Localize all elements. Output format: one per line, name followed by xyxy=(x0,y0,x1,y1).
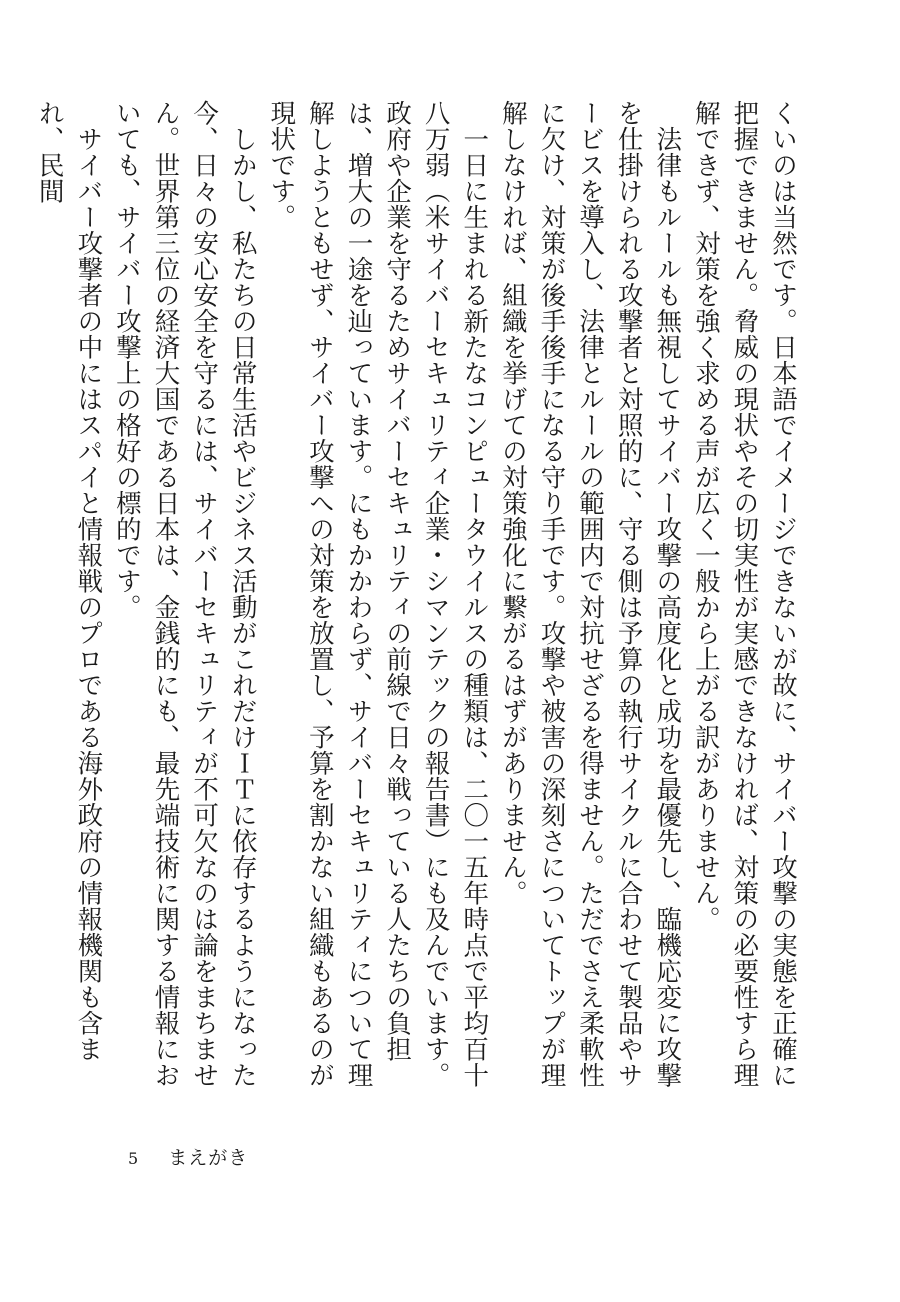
running-title: まえがき xyxy=(168,1147,249,1169)
page-number: 5 xyxy=(128,1149,140,1168)
paragraph-5: サイバー攻撃者の中にはスパイと情報戦のプロである海外政府の情報機関も含まれ、民間 xyxy=(34,100,104,1062)
vertical-text-body xyxy=(34,100,802,1110)
paragraph-4: しかし、私たちの日常生活やビジネス活動がこれだけＩＴに依存するようになった今、日々の安心安全を守るには、サイバーセキュリティが不可欠なのは論をまちません。世界第三位の経済大国である日本は、金銭的にも、最先端技術に関する情報においても、サイバー攻撃上の格好の標的です。 xyxy=(111,100,258,1088)
page-footer xyxy=(128,1143,248,1170)
paragraph-1: くいのは当然です。日本語でイメージできないが故に、サイバー攻撃の実態を正確に把握できません。脅威の現状やその切実性が実感できなければ、対策の必要性すら理解できず、対策を強く求める声が広く一般から上がる訳がありません。 xyxy=(690,100,798,1088)
paragraph-2: 法律もルールも無視してサイバー攻撃の高度化と成功を最優先し、臨機応変に攻撃を仕掛けられる攻撃者と対照的に、守る側は予算の執行サイクルに合わせて製品やサービスを導入し、法律とルールの範囲内で対抗せざるを得ません。ただでさえ柔軟性に欠け、対策が後手後手になる守り手です。攻撃や被害の深刻さについてトップが理解しなければ、組織を挙げての対策強化に繋がるはずがありません。 xyxy=(497,100,683,1088)
paragraph-3: 一日に生まれる新たなコンピュータウイルスの種類は、二〇一五年時点で平均百十八万弱（米サイバーセキュリティ企業・シマンテックの報告書）にも及んでいます。政府や企業を守るためサイバーセキュリティの前線で日々戦っている人たちの負担は、増大の一途を辿っています。にもかかわらず、サイバーセキュリティについて理解しようともせず、サイバー攻撃への対策を放置し、予算を割かない組織もあるのが現状です。 xyxy=(266,100,490,1088)
